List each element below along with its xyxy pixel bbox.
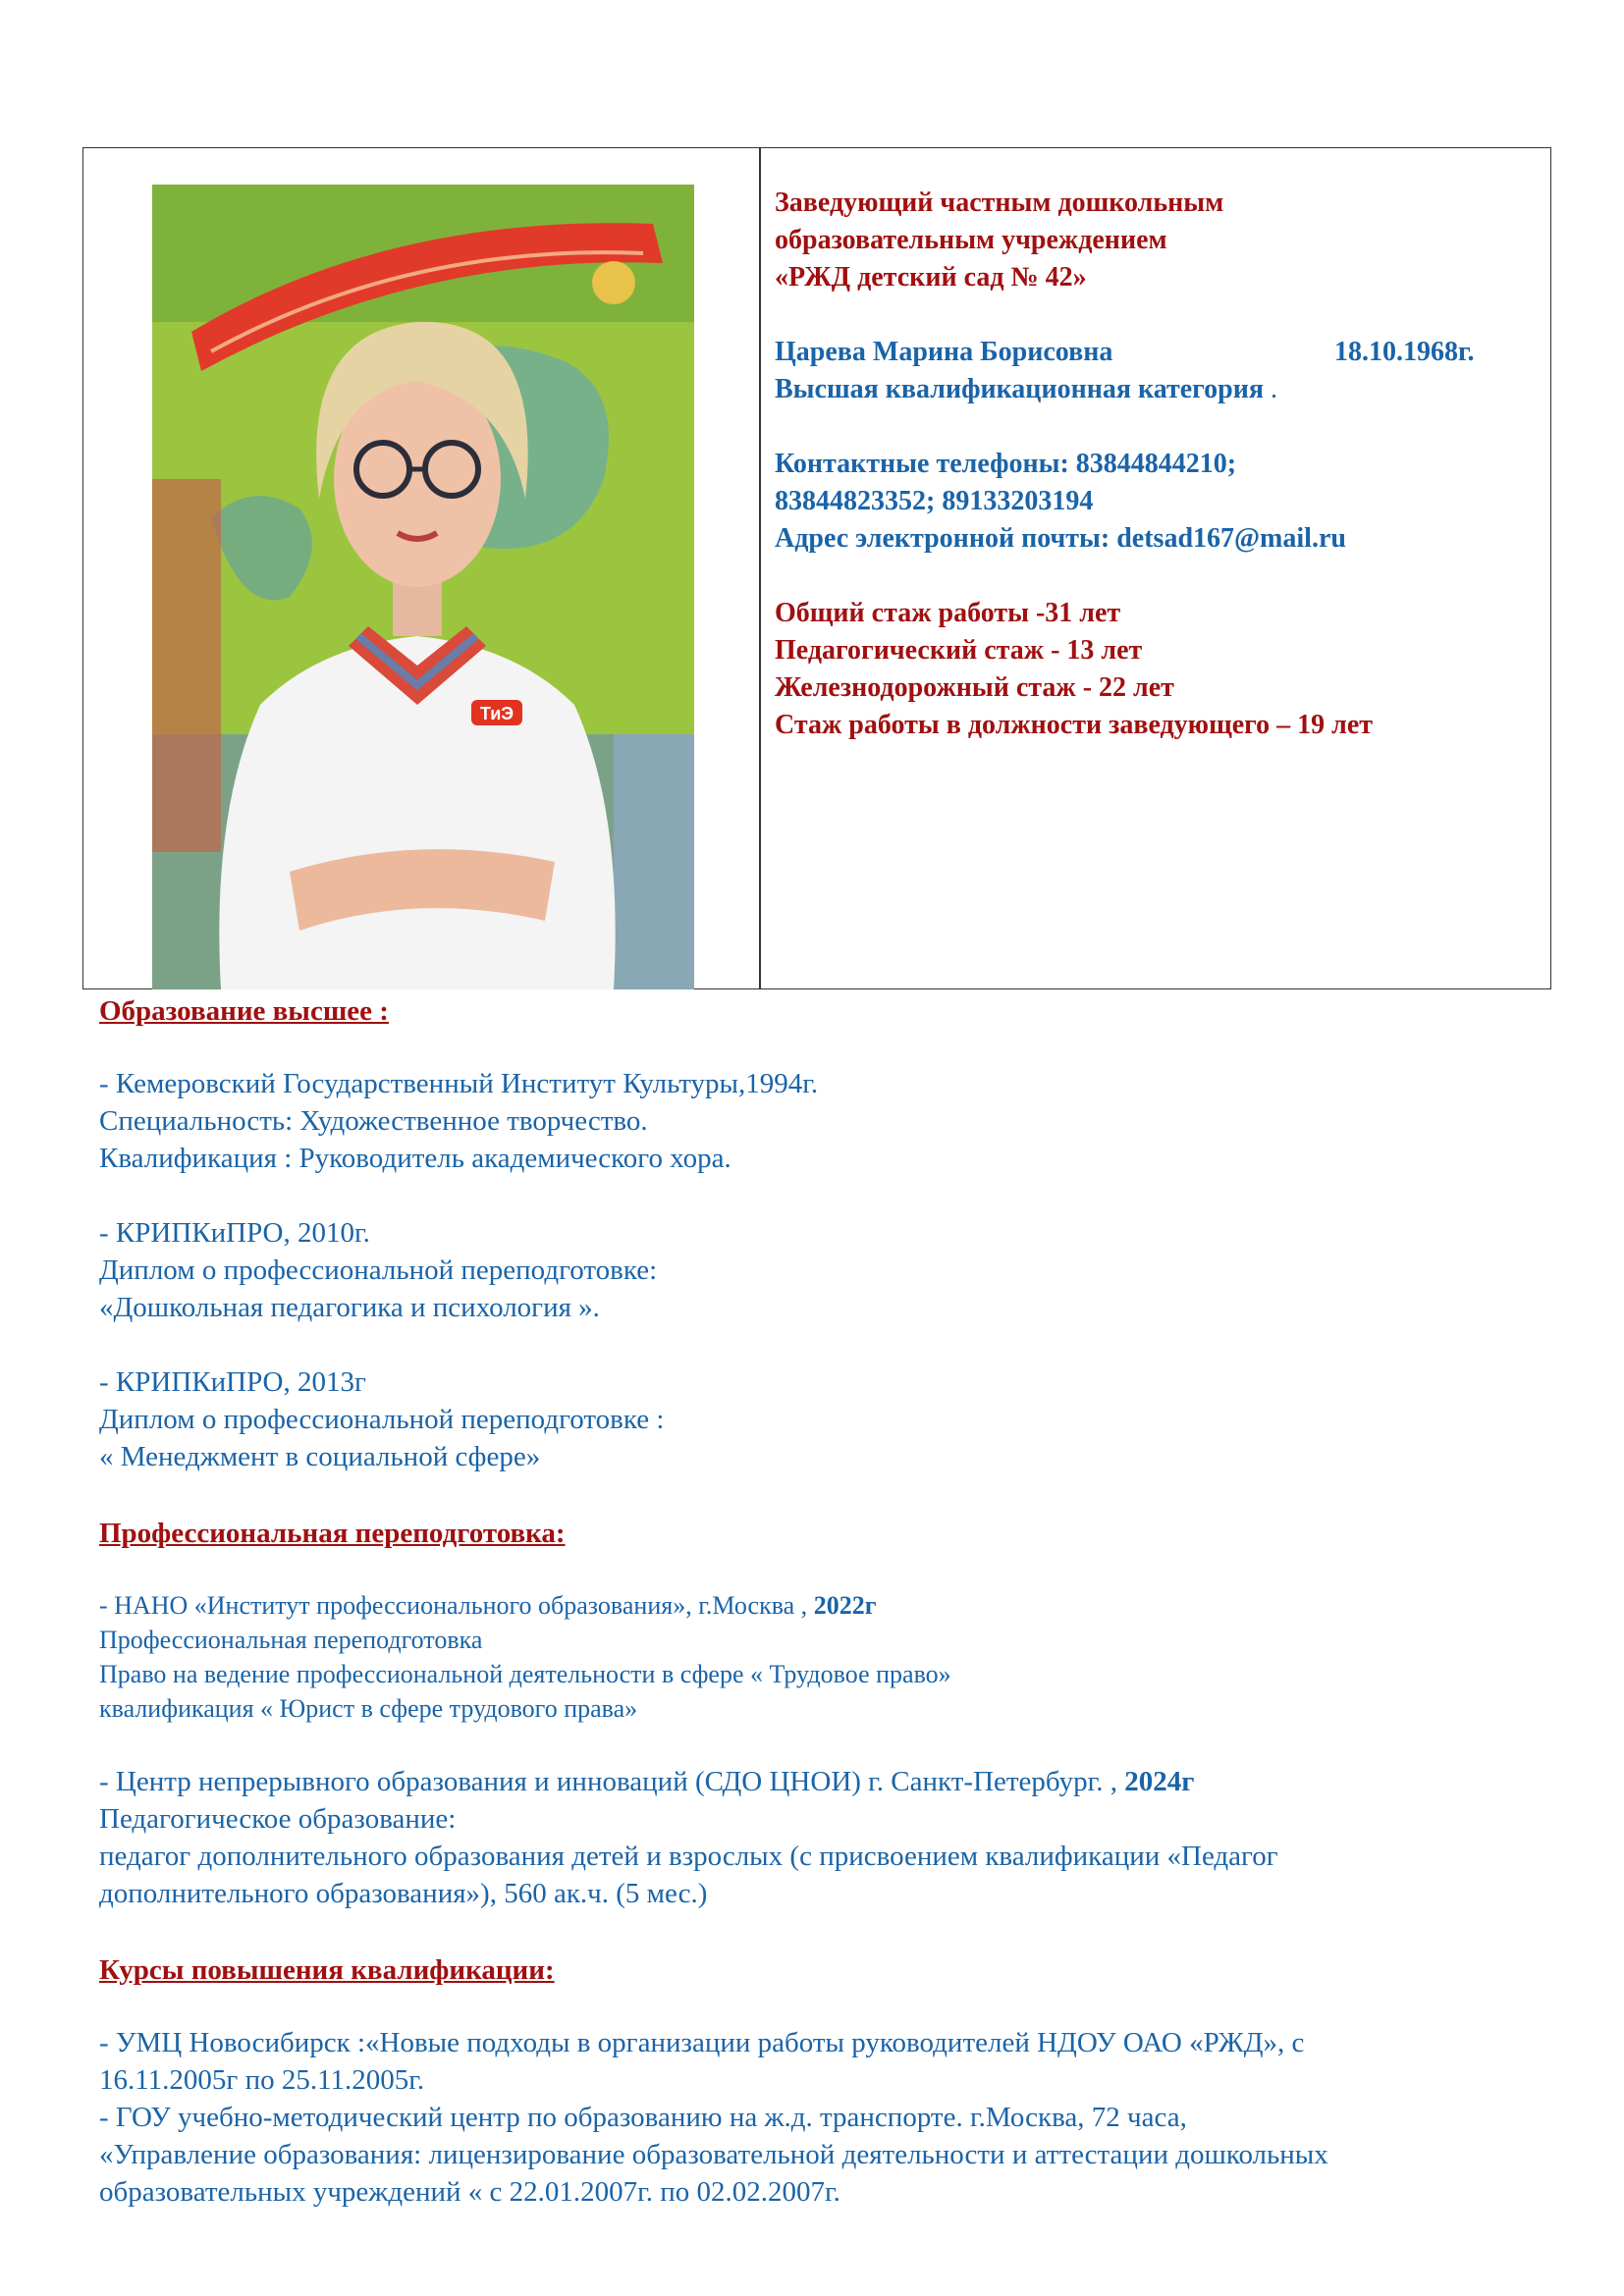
phones-line: Контактные телефоны: 83844844210; xyxy=(775,449,1237,479)
courses-line: образовательных учреждений « с 22.01.2007г. по 02.02.2007г. xyxy=(99,2176,840,2208)
experience-line: Стаж работы в должности заведующего – 19 лет xyxy=(775,710,1374,740)
retraining-institution: - Центр непрерывного образования и инноваций (СДО ЦНОИ) г. Санкт-Петербург. , xyxy=(99,1766,1125,1797)
education-line: Диплом о профессиональной переподготовке : xyxy=(99,1404,665,1435)
education-line: - КРИПКиПРО, 2010г. xyxy=(99,1217,370,1249)
experience-line: Общий стаж работы -31 лет xyxy=(775,598,1121,628)
name-line xyxy=(775,336,1521,369)
retraining-line: дополнительного образования»), 560 ак.ч. (5 мес.) xyxy=(99,1878,708,1909)
education-line: Квалификация : Руководитель академического хора. xyxy=(99,1143,731,1174)
position-line: «РЖД детский сад № 42» xyxy=(775,262,1087,293)
education-title: Образование высшее : xyxy=(99,995,389,1027)
position-line: Заведующий частным дошкольным xyxy=(775,187,1224,218)
courses-line: «Управление образования: лицензирование образовательной деятельности и аттестации дошкольных xyxy=(99,2139,1328,2170)
education-line: - КРИПКиПРО, 2013г xyxy=(99,1366,366,1398)
table-divider xyxy=(759,148,761,988)
retraining-line: Педагогическое образование: xyxy=(99,1803,457,1835)
education-line: «Дошкольная педагогика и психология ». xyxy=(99,1292,600,1323)
retraining-year: 2022г xyxy=(813,1591,877,1620)
retraining-line: Право на ведение профессиональной деятельности в сфере « Трудовое право» xyxy=(99,1660,951,1688)
retraining-line: Профессиональная переподготовка xyxy=(99,1626,483,1654)
category-line xyxy=(775,373,1277,406)
email-line[interactable]: Адрес электронной почты: detsad167@mail.ru xyxy=(775,523,1346,554)
experience-line: Железнодорожный стаж - 22 лет xyxy=(775,672,1174,703)
education-line: - Кемеровский Государственный Институт Культуры,1994г. xyxy=(99,1068,819,1099)
retraining-year: 2024г xyxy=(1124,1766,1195,1797)
courses-line: - УМЦ Новосибирск :«Новые подходы в организации работы руководителей НДОУ ОАО «РЖД», с xyxy=(99,2027,1305,2058)
retraining-line: квалификация « Юрист в сфере трудового права» xyxy=(99,1694,638,1723)
qualification-category: Высшая квалификационная категория xyxy=(775,374,1265,404)
retraining-title: Профессиональная переподготовка: xyxy=(99,1518,566,1549)
retraining-line xyxy=(99,1765,1194,1798)
education-line: « Менеджмент в социальной сфере» xyxy=(99,1441,541,1472)
courses-line: 16.11.2005г по 25.11.2005г. xyxy=(99,2064,425,2096)
portrait-photo xyxy=(152,185,694,989)
retraining-line: педагог дополнительного образования детей и взрослых (с присвоением квалификации «Педагог xyxy=(99,1841,1278,1872)
position-line: образовательным учреждением xyxy=(775,225,1167,255)
full-name: Царева Марина Борисовна xyxy=(775,337,1113,367)
portrait-illustration xyxy=(152,185,694,989)
courses-line: - ГОУ учебно-методический центр по образованию на ж.д. транспорте. г.Москва, 72 часа, xyxy=(99,2102,1187,2133)
retraining-line xyxy=(99,1590,877,1622)
phones-line: 83844823352; 89133203194 xyxy=(775,486,1094,516)
courses-title: Курсы повышения квалификации: xyxy=(99,1954,555,1986)
experience-line: Педагогический стаж - 13 лет xyxy=(775,635,1143,666)
retraining-institution: - НАНО «Институт профессионального образования», г.Москва , xyxy=(99,1591,814,1620)
birth-date: 18.10.1968г. xyxy=(1334,337,1475,367)
shirt-logo-text: ТиЭ xyxy=(479,704,514,723)
education-line: Диплом о профессиональной переподготовке: xyxy=(99,1255,658,1286)
category-dot: . xyxy=(1264,374,1278,404)
education-line: Специальность: Художественное творчество. xyxy=(99,1105,648,1137)
